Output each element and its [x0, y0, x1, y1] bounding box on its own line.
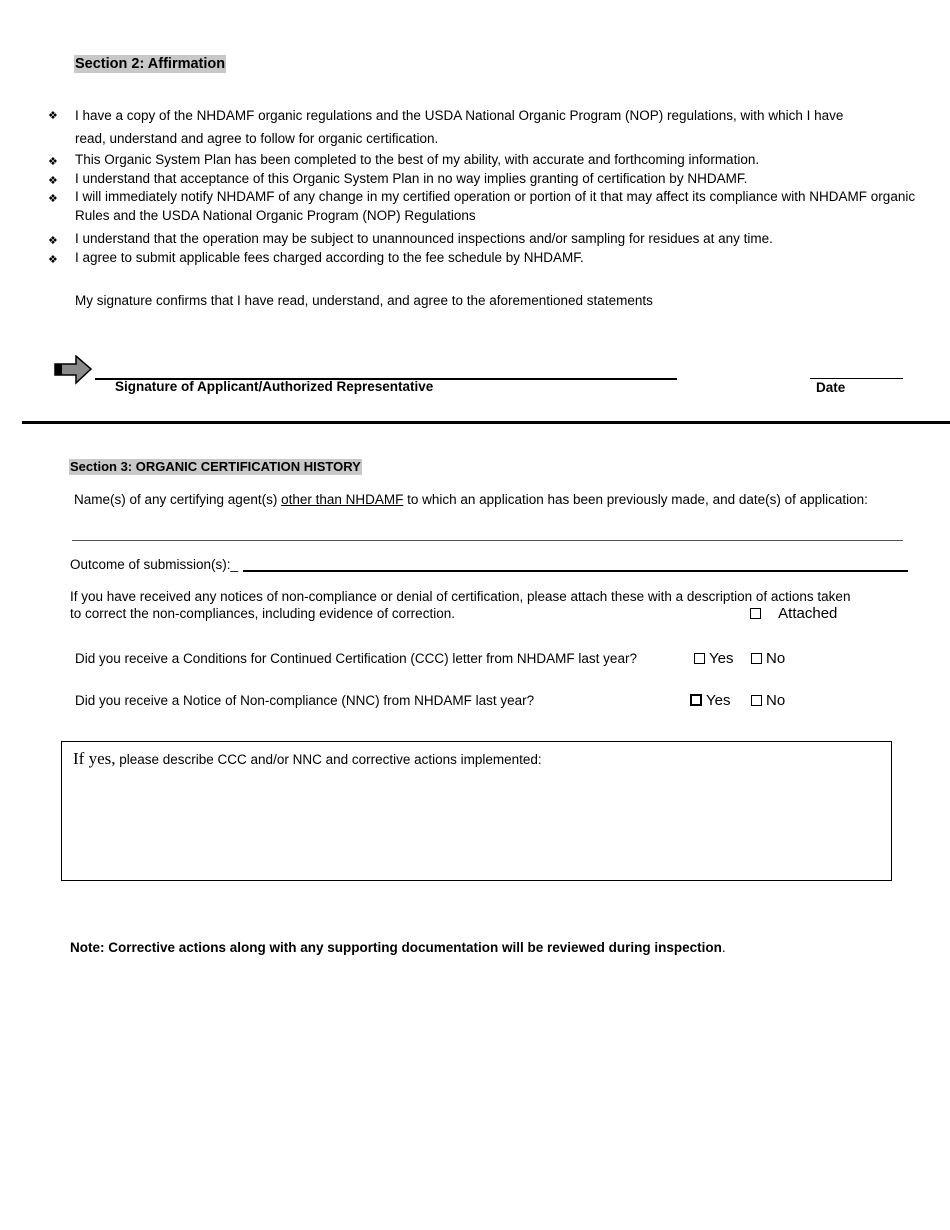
prior-agents-answer-line[interactable] — [72, 540, 903, 541]
statement-1-line1: I have a copy of the NHDAMF organic regulations and the USDA National Organic Program (NOP) regulations, with which I have — [75, 108, 844, 123]
ccc-question: Did you receive a Conditions for Continued Certification (CCC) letter from NHDAMF last year? — [75, 651, 637, 666]
date-label: Date — [816, 380, 846, 395]
section3-title: Section 3: ORGANIC CERTIFICATION HISTORY — [70, 459, 361, 474]
notices-text-line1: If you have received any notices of non-compliance or denial of certification, please attach these with a description of actions taken — [70, 589, 851, 604]
bullet-icon: ❖ — [48, 234, 58, 247]
statement-2: This Organic System Plan has been completed to the best of my ability, with accurate and forthcoming information. — [75, 152, 760, 167]
bullet-icon: ❖ — [48, 174, 58, 187]
notices-text-line2: to correct the non-compliances, including evidence of correction. — [70, 606, 455, 621]
ccc-yes-label: Yes — [709, 650, 734, 667]
corrective-actions-prompt — [73, 749, 542, 769]
nnc-no-checkbox[interactable] — [751, 695, 762, 706]
attached-checkbox[interactable] — [750, 608, 761, 619]
outcome-answer-line[interactable] — [243, 570, 908, 572]
signature-confirmation: My signature confirms that I have read, understand, and agree to the aforementioned statements — [75, 293, 653, 308]
note-period: . — [721, 940, 726, 955]
prior-agents-prefix: Name(s) of any certifying agent(s) — [74, 492, 282, 507]
ccc-no-checkbox[interactable] — [751, 653, 762, 664]
bullet-icon: ❖ — [48, 192, 58, 205]
bullet-icon: ❖ — [48, 155, 58, 168]
nnc-yes-label: Yes — [706, 692, 731, 709]
section2-title: Section 2: Affirmation — [75, 56, 226, 72]
describe-rest: please describe CCC and/or NNC and corrective actions implemented: — [115, 752, 542, 767]
corrective-actions-textbox[interactable] — [61, 741, 892, 881]
describe-lead: If yes, — [73, 749, 116, 768]
outcome-label: Outcome of submission(s):_ — [70, 557, 239, 572]
bullet-icon: ❖ — [48, 109, 58, 122]
ccc-no-label: No — [766, 650, 786, 667]
statement-4-line2: Rules and the USDA National Organic Program (NOP) Regulations — [75, 208, 476, 223]
prior-agents-suffix: to which an application has been previously made, and date(s) of application: — [403, 492, 868, 507]
attached-label: Attached — [778, 605, 838, 622]
prior-agents-underlined: other than NHDAMF — [281, 492, 404, 507]
statement-5: I understand that the operation may be subject to unannounced inspections and/or sampling for residues at any time. — [75, 231, 773, 246]
prior-agents-question — [74, 492, 868, 507]
statement-6: I agree to submit applicable fees charged according to the fee schedule by NHDAMF. — [75, 250, 584, 265]
statement-4-line1: I will immediately notify NHDAMF of any change in my certified operation or portion of it that may affect its compliance with NHDAMF organic — [75, 189, 916, 204]
note — [70, 940, 726, 955]
nnc-question: Did you receive a Notice of Non-compliance (NNC) from NHDAMF last year? — [75, 693, 535, 708]
section-divider — [22, 421, 950, 424]
ccc-yes-checkbox[interactable] — [694, 653, 705, 664]
arrow-right-icon — [54, 355, 92, 385]
date-line[interactable] — [810, 378, 903, 379]
nnc-yes-checkbox[interactable] — [690, 694, 702, 706]
nnc-no-label: No — [766, 692, 786, 709]
note-text: Note: Corrective actions along with any supporting documentation will be reviewed during inspection — [70, 940, 722, 955]
signature-label: Signature of Applicant/Authorized Representative — [115, 379, 434, 394]
statement-1-line2: read, understand and agree to follow for organic certification. — [75, 131, 439, 146]
bullet-icon: ❖ — [48, 253, 58, 266]
statement-3: I understand that acceptance of this Organic System Plan in no way implies granting of certification by NHDAMF. — [75, 171, 748, 186]
